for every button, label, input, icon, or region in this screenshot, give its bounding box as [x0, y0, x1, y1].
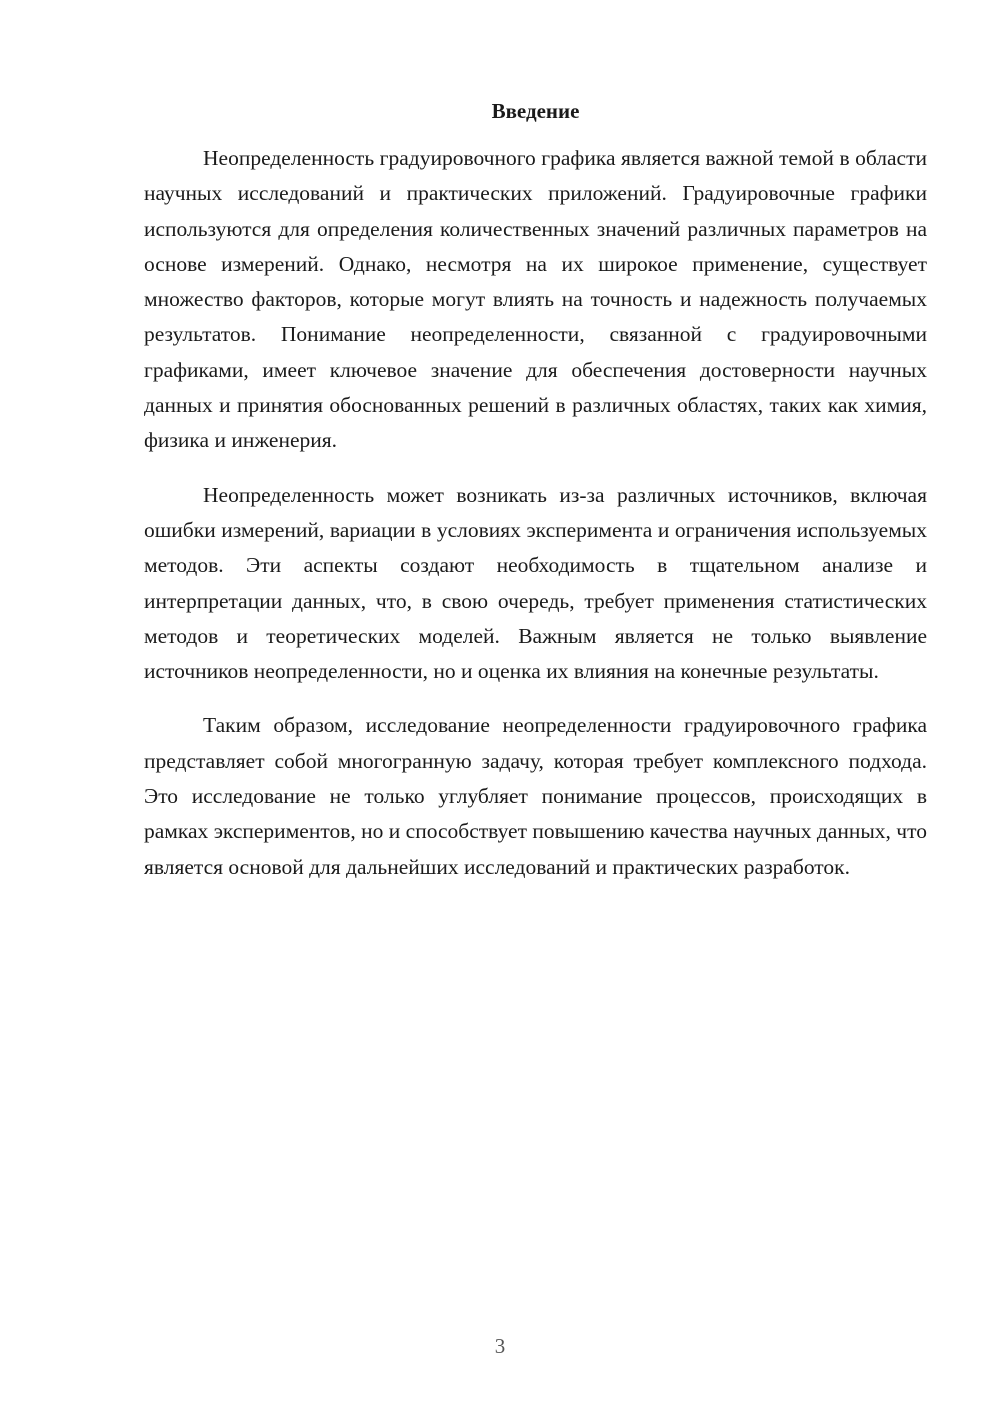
section-heading: Введение — [491, 99, 580, 123]
paragraph: Неопределенность градуировочного графика является важной темой в области научных исследований и практических приложений. Градуировочные графики используются для определения количественных значений различных параметров на основе измерений. Однако, несмотря на их широкое применение, существует множество факторов, которые могут влиять на точность и надежность получаемых результатов. Понимание неопределенности, связанной с градуировочными графиками, имеет ключевое значение для обеспечения достоверности научных данных и принятия обоснованных решений в различных областях, таких как химия, физика и инженерия. — [144, 146, 927, 453]
body-text — [144, 141, 927, 904]
page-number: 3 — [494, 1334, 506, 1358]
paragraph: Таким образом, исследование неопределенности градуировочного графика представляет собой многогранную задачу, которая требует комплексного подхода. Это исследование не только углубляет понимание процессов, происходящих в рамках экспериментов, но и способствует повышению качества научных данных, что является основой для дальнейших исследований и практических разработок. — [144, 713, 927, 879]
paragraph: Неопределенность может возникать из-за различных источников, включая ошибки измерений, вариации в условиях эксперимента и ограничения используемых методов. Эти аспекты создают необходимость в тщательном анализе и интерпретации данных, что, в свою очередь, требует применения статистических методов и теоретических моделей. Важным является не только выявление источников неопределенности, но и оценка их влияния на конечные результаты. — [144, 482, 927, 684]
